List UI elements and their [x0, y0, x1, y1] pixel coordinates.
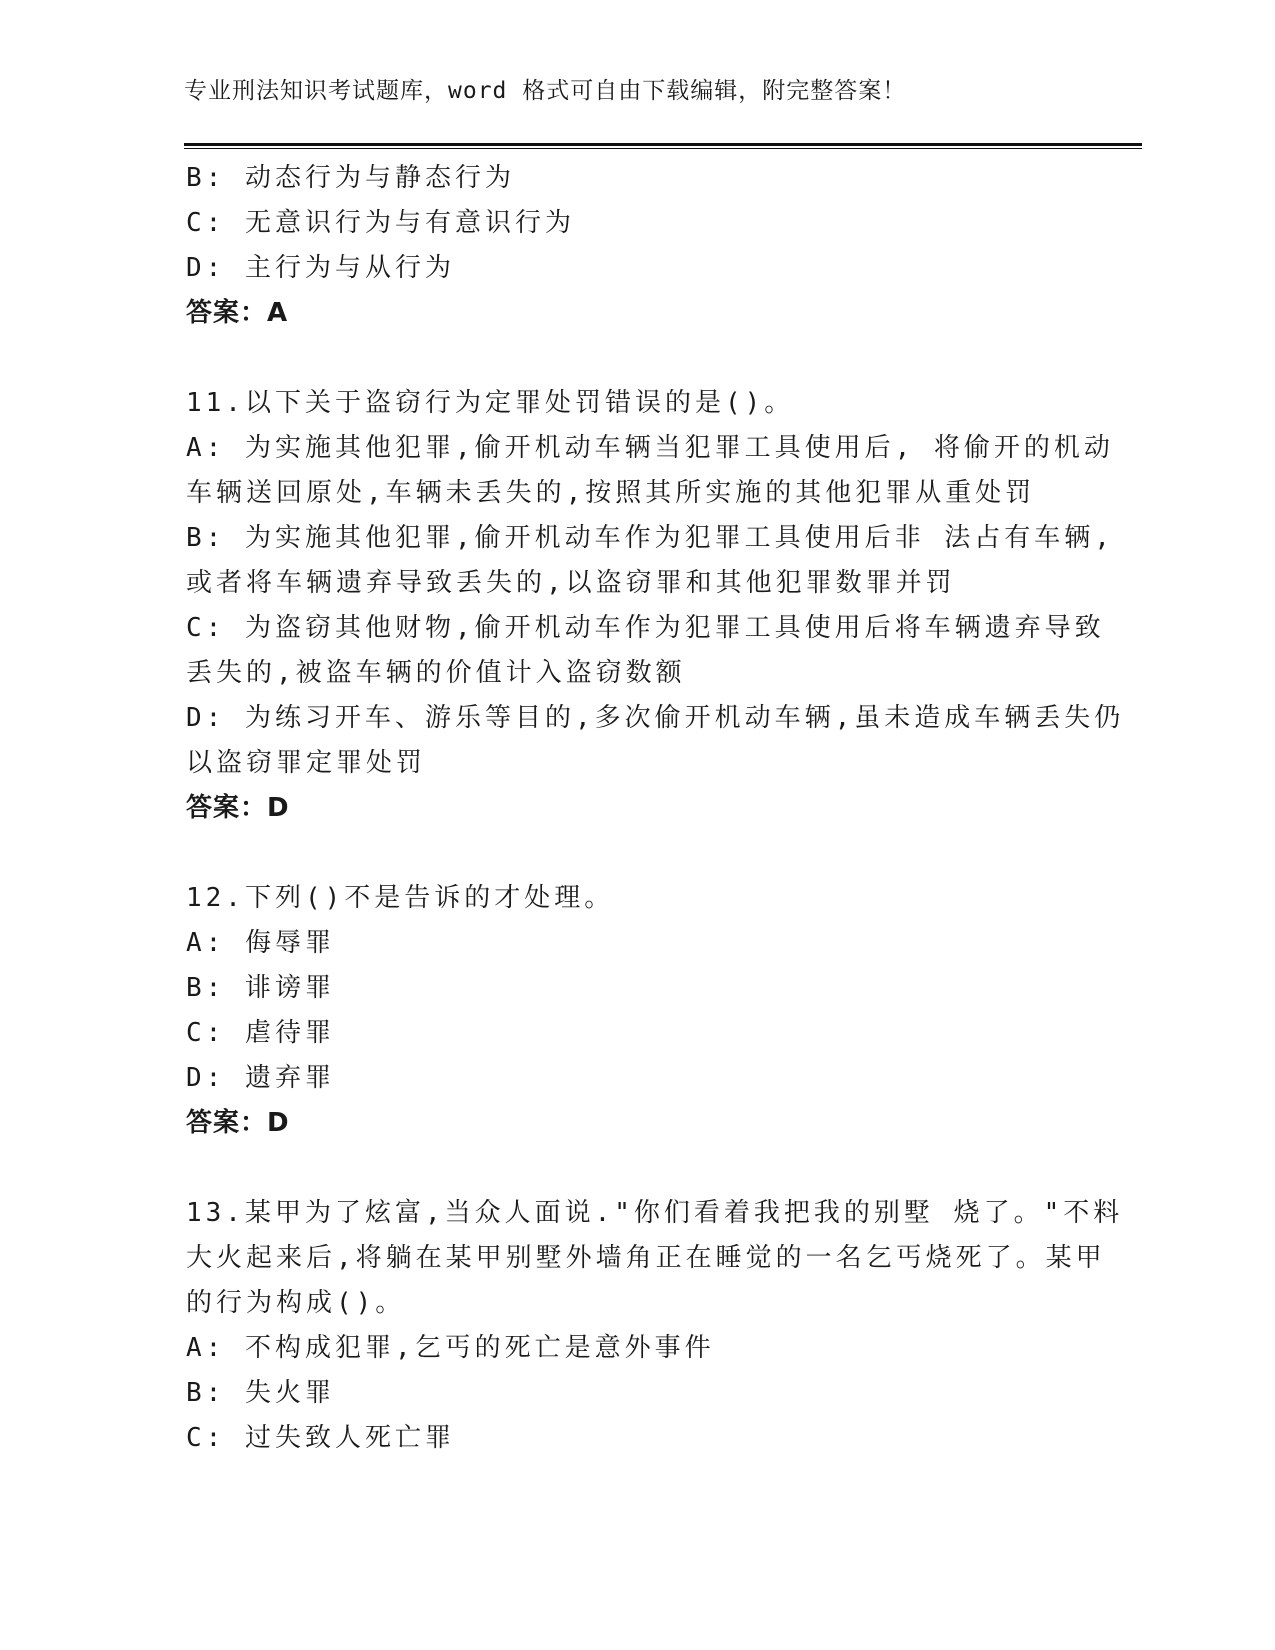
- q13-stem-line2: 大火起来后,将躺在某甲别墅外墙角正在睡觉的一名乞丐烧死了。某甲: [186, 1243, 1106, 1273]
- q10-option-d: D: 主行为与从行为: [186, 253, 455, 283]
- q11-stem: 11.以下关于盗窃行为定罪处罚错误的是()。: [186, 388, 795, 418]
- q12-stem: 12.下列()不是告诉的才处理。: [186, 883, 615, 913]
- q13-option-b: B: 失火罪: [186, 1378, 335, 1408]
- spacer: [186, 831, 1086, 876]
- q12-option-b: B: 诽谤罪: [186, 973, 335, 1003]
- page-header: 专业刑法知识考试题库，word 格式可自由下载编辑，附完整答案！: [184, 78, 907, 104]
- header-rule-thin: [184, 148, 1142, 149]
- q12-answer: 答案：D: [186, 1108, 290, 1138]
- spacer: [186, 1146, 1086, 1191]
- q11-option-a-line1: A: 为实施其他犯罪,偷开机动车辆当犯罪工具使用后, 将偷开的机动: [186, 433, 1114, 463]
- q11-option-d-line2: 以盗窃罪定罪处罚: [186, 748, 427, 778]
- q11-option-c-line1: C: 为盗窃其他财物,偷开机动车作为犯罪工具使用后将车辆遗弃导致: [186, 613, 1105, 643]
- q13-stem-line1: 13.某甲为了炫富,当众人面说."你们看着我把我的别墅 烧了。"不料: [186, 1198, 1124, 1228]
- question-content: [186, 156, 1125, 1461]
- q11-answer: 答案：D: [186, 793, 290, 823]
- q13-option-a: A: 不构成犯罪,乞丐的死亡是意外事件: [186, 1333, 715, 1363]
- header-rule-thick: [184, 143, 1142, 146]
- q11-option-b-line2: 或者将车辆遗弃导致丢失的,以盗窃罪和其他犯罪数罪并罚: [186, 568, 956, 598]
- q13-option-c: C: 过失致人死亡罪: [186, 1423, 455, 1453]
- q13-stem-line3: 的行为构成()。: [186, 1288, 406, 1318]
- q11-option-b-line1: B: 为实施其他犯罪,偷开机动车作为犯罪工具使用后非 法占有车辆,: [186, 523, 1114, 553]
- q10-option-c: C: 无意识行为与有意识行为: [186, 208, 575, 238]
- q12-option-c: C: 虐待罪: [186, 1018, 335, 1048]
- q10-answer: 答案：A: [186, 298, 289, 328]
- q12-option-a: A: 侮辱罪: [186, 928, 335, 958]
- q11-option-c-line2: 丢失的,被盗车辆的价值计入盗窃数额: [186, 658, 686, 688]
- spacer: [186, 336, 1086, 381]
- q12-option-d: D: 遗弃罪: [186, 1063, 335, 1093]
- q11-option-d-line1: D: 为练习开车、游乐等目的,多次偷开机动车辆,虽未造成车辆丢失仍: [186, 703, 1125, 733]
- q11-option-a-line2: 车辆送回原处,车辆未丢失的,按照其所实施的其他犯罪从重处罚: [186, 478, 1036, 508]
- q10-option-b: B: 动态行为与静态行为: [186, 163, 515, 193]
